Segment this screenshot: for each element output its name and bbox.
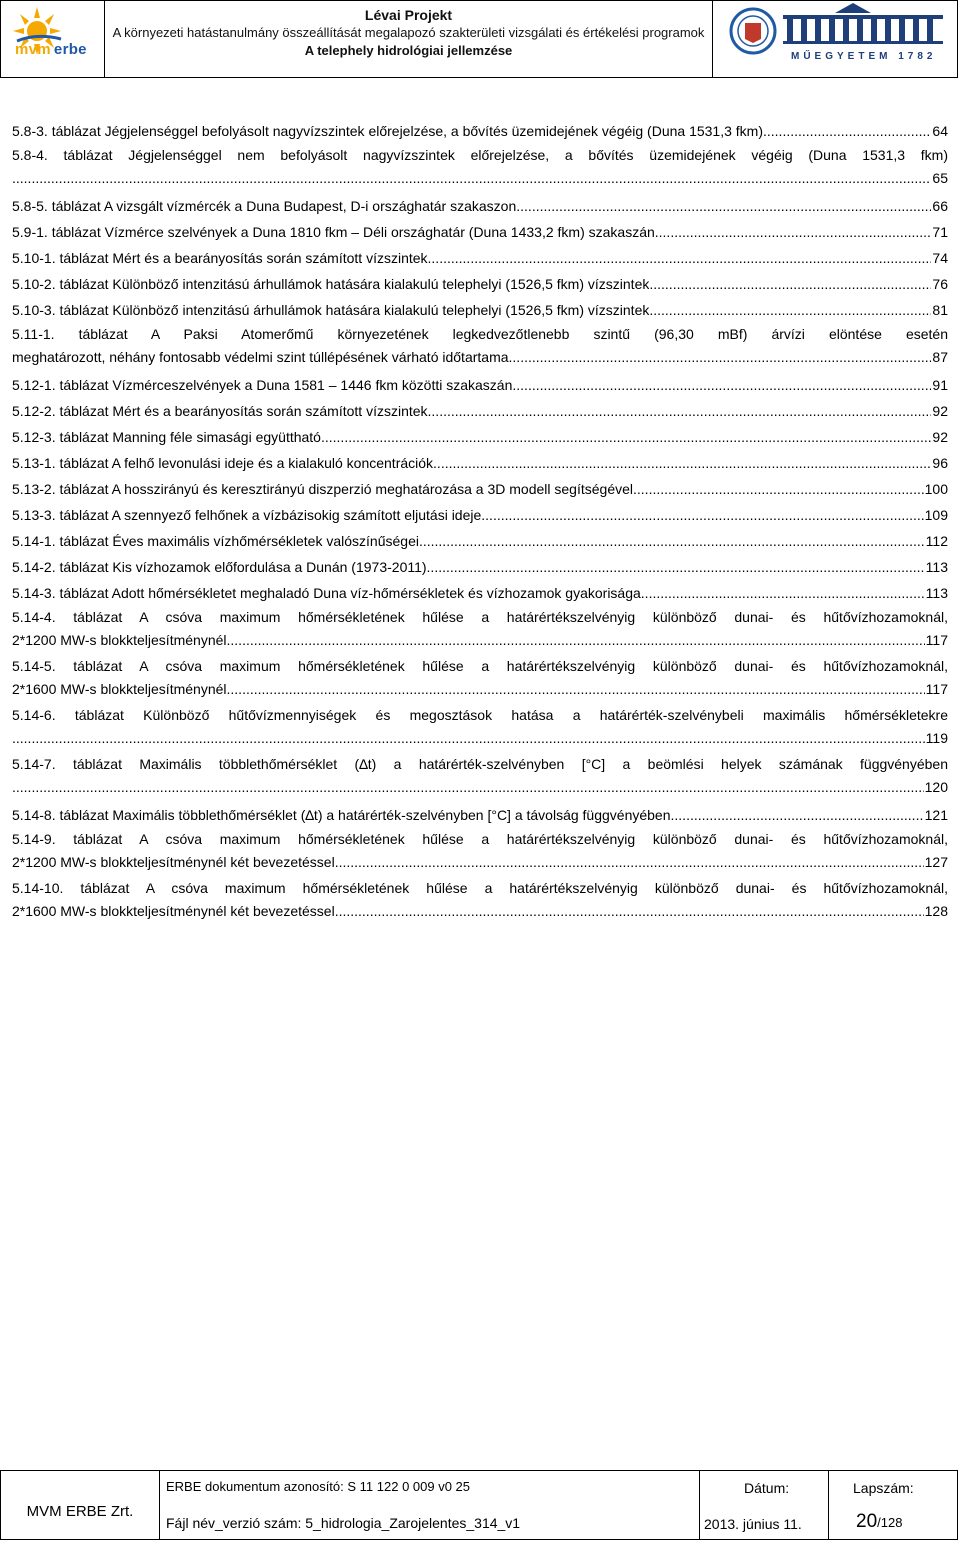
dot-leader [419,528,925,554]
toc-entry[interactable] [12,144,948,190]
toc-entry-title: 5.12-3. táblázat Manning féle simasági együttható [12,429,321,445]
toc-entry-page: 112 [925,533,948,549]
dot-leader [633,476,924,502]
dot-leader [671,802,924,828]
mvm-erbe-logo [1,1,105,77]
page-total: /128 [877,1515,903,1530]
toc-entry[interactable] [12,193,948,219]
toc-entry-page: 81 [932,302,948,318]
toc-entry-page: 66 [932,198,948,214]
footer-document-info [160,1471,700,1539]
footer-date-value: 2013. június 11. [704,1516,802,1532]
toc-entry[interactable] [12,502,948,528]
toc-entry-page: 109 [924,507,948,523]
toc-entry-title-continued: 2*1600 MW-s blokkteljesítménynél [12,681,227,697]
toc-entry-page: 87 [932,349,948,365]
toc-entry-title: 5.14-4. táblázat A csóva maximum hőmérsékletének hűlése a határértékszelvényig különböző dunai- és hűtővízhozamoknál, [12,609,948,625]
toc-entry[interactable] [12,802,948,828]
toc-entry-title: 5.8-5. táblázat A vizsgált vízmércék a Duna Budapest, D-i országhatár szakaszon [12,198,517,214]
toc-entry-page: 120 [924,779,948,795]
toc-entry-leader-line [12,727,948,750]
dot-leader [335,851,924,874]
page-footer [0,1470,958,1540]
logo-wordmark: mvm erbe [15,41,87,58]
dot-leader [227,629,925,652]
bme-logo-text: MŰEGYETEM 1782 [791,51,937,62]
dot-leader [428,398,932,424]
toc-entry-leader-line [12,629,948,652]
toc-entry-title: 5.12-2. táblázat Mért és a bearányosítás során számított vízszintek [12,403,428,419]
toc-entry[interactable] [12,606,948,652]
dot-leader [763,118,931,144]
toc-entry-title: 5.10-3. táblázat Különböző intenzitású árhullámok hatására kialakulú telephelyi (1526,5 fkm) vízszintek [12,302,650,318]
dot-leader [335,900,924,923]
toc-entry-title: 5.8-3. táblázat Jégjelenséggel befolyásolt nagyvízszintek előrejelzése, a bővítés üzemidejének végéig (Duna 1531,3 fkm) [12,123,763,139]
footer-file-name: Fájl név_verzió szám: 5_hidrologia_Zarojelentes_314_v1 [166,1515,521,1531]
dot-leader [649,271,931,297]
bme-logo [713,1,957,77]
toc-entry[interactable] [12,424,948,450]
toc-entry[interactable] [12,323,948,369]
toc-entry-page: 127 [924,854,948,870]
dot-leader [512,372,931,398]
toc-entry-title: 5.11-1. táblázat A Paksi Atomerőmű környezetének legkedvezőtlenebb szintű (96,30 mBf) árvízi elöntése esetén [12,326,948,342]
toc-entry-leader-line [12,346,948,369]
toc-entry-title: 5.14-7. táblázat Maximális többlethőmérséklet (∆t) a határérték-szelvényben [°C] a beömlési helyek számának függvényében [12,756,948,772]
toc-entry[interactable] [12,828,948,874]
table-of-tables [12,118,948,926]
toc-entry-title: 5.12-1. táblázat Vízmérceszelvények a Duna 1581 – 1446 fkm közötti szakaszán [12,377,513,393]
toc-entry-title-continued: 2*1200 MW-s blokkteljesítménynél két bevezetéssel [12,854,335,870]
toc-entry[interactable] [12,476,948,502]
dot-leader [641,580,925,606]
page-current: 20 [856,1511,878,1532]
toc-entry-page: 121 [924,807,948,823]
toc-entry[interactable] [12,297,948,323]
dot-leader [427,554,925,580]
toc-entry-leader-line [12,167,948,190]
toc-entry-page: 71 [932,224,948,240]
toc-entry-page: 128 [924,903,948,919]
toc-entry-page: 113 [925,559,948,575]
toc-entry-title: 5.14-3. táblázat Adott hőmérsékletet meghaladó Duna víz-hőmérsékletek és vízhozamok gyakorisága [12,585,641,601]
toc-entry-title: 5.14-5. táblázat A csóva maximum hőmérsékletének hűlése a határértékszelvényig különböző dunai- és hűtővízhozamoknál, [12,658,948,674]
toc-entry[interactable] [12,655,948,701]
footer-page-number [856,1511,902,1533]
section-title: A telephely hidrológiai jellemzése [304,43,513,58]
toc-entry-title: 5.13-2. táblázat A hosszirányú és keresztirányú diszperzió meghatározása a 3D modell segítségével [12,481,634,497]
dot-leader [659,219,932,245]
toc-entry-title-continued: 2*1600 MW-s blokkteljesítménynél két bevezetéssel [12,903,335,919]
dot-leader [12,776,924,799]
dot-leader [433,450,931,476]
toc-entry-title: 5.14-6. táblázat Különböző hűtővízmennyiségek és megosztások hatása a határérték-szelvénybeli maximális hőmérsékletekre [12,707,948,723]
toc-entry-leader-line [12,851,948,874]
page-header [0,0,958,78]
toc-entry-leader-line [12,678,948,701]
toc-entry-title: 5.14-8. táblázat Maximális többlethőmérséklet (∆t) a határérték-szelvényben [°C] a távolság függvényében [12,807,671,823]
footer-company: MVM ERBE Zrt. [1,1471,160,1539]
dot-leader [428,245,932,271]
dot-leader [649,297,931,323]
toc-entry-title-continued: 2*1200 MW-s blokkteljesítménynél [12,632,227,648]
dot-leader [12,167,931,190]
toc-entry[interactable] [12,580,948,606]
dot-leader [321,424,931,450]
footer-doc-id: ERBE dokumentum azonosító: S 11 122 0 009 v0 25 [166,1479,471,1494]
dot-leader [227,678,925,701]
toc-entry[interactable] [12,118,948,144]
toc-entry[interactable] [12,219,948,245]
toc-entry-title: 5.14-10. táblázat A csóva maximum hőmérsékletének hűlése a határértékszelvényig különböző dunai- és hűtővízhozamoknál, [12,880,948,896]
dot-leader [12,727,925,750]
toc-entry-page: 76 [932,276,948,292]
toc-entry-leader-line [12,776,948,799]
footer-date-label: Dátum: [744,1480,790,1496]
toc-entry-page: 117 [925,632,948,648]
toc-entry-title: 5.14-9. táblázat A csóva maximum hőmérsékletének hűlése a határértékszelvényig különböző dunai- és hűtővízhozamoknál, [12,831,948,847]
dot-leader [481,502,923,528]
dot-leader [512,346,931,369]
bme-crest-icon [713,1,957,77]
toc-entry-page: 117 [925,681,948,697]
toc-entry-title: 5.13-1. táblázat A felhő levonulási ideje és a kialakuló koncentrációk [12,455,434,471]
toc-entry-page: 100 [924,481,948,497]
toc-entry[interactable] [12,398,948,424]
toc-entry-title: 5.13-3. táblázat A szennyező felhőnek a vízbázisokig számított eljutási ideje [12,507,482,523]
toc-entry[interactable] [12,877,948,923]
sun-logo-icon [1,1,104,77]
toc-entry-title: 5.10-2. táblázat Különböző intenzitású árhullámok hatására kialakulú telephelyi (1526,5 fkm) vízszintek [12,276,650,292]
toc-entry-title: 5.10-1. táblázat Mért és a bearányosítás során számított vízszintek [12,250,428,266]
project-title: Lévai Projekt [364,7,453,23]
toc-entry[interactable] [12,528,948,554]
header-titles [105,1,713,77]
toc-entry-title: 5.9-1. táblázat Vízmérce szelvények a Duna 1810 fkm – Déli országhatár (Duna 1433,2 fkm) szakaszán. [12,224,659,240]
toc-entry-page: 96 [932,455,948,471]
toc-entry[interactable] [12,753,948,799]
toc-entry[interactable] [12,245,948,271]
toc-entry[interactable] [12,450,948,476]
toc-entry-page: 74 [932,250,948,266]
toc-entry[interactable] [12,704,948,750]
toc-entry-page: 113 [925,585,948,601]
toc-entry-title-continued: meghatározott, néhány fontosabb védelmi szint túllépésének várható időtartama. [12,349,513,365]
toc-entry[interactable] [12,372,948,398]
toc-entry-page: 91 [932,377,948,393]
toc-entry-page: 64 [932,123,948,139]
toc-entry-page: 119 [925,730,948,746]
toc-entry-title: 5.8-4. táblázat Jégjelenséggel nem befolyásolt nagyvízszintek előrejelzése, a bővítés üzemidejének végéig (Duna 1531,3 fkm) [12,147,948,163]
toc-entry-leader-line [12,900,948,923]
toc-entry[interactable] [12,554,948,580]
footer-date-cell [700,1471,829,1539]
toc-entry-title: 5.14-1. táblázat Éves maximális vízhőmérsékletek valószínűségei [12,533,419,549]
project-subtitle: A környezeti hatástanulmány összeállítását megalapozó szakterületi vizsgálati és értékelési programok [112,25,705,40]
footer-page-label: Lapszám: [853,1480,914,1496]
dot-leader [516,193,931,219]
toc-entry-page: 92 [932,403,948,419]
toc-entry-title: 5.14-2. táblázat Kis vízhozamok előfordulása a Dunán (1973-2011) [12,559,427,575]
footer-page-cell [829,1471,957,1539]
toc-entry-page: 65 [932,170,948,186]
toc-entry[interactable] [12,271,948,297]
toc-entry-page: 92 [932,429,948,445]
